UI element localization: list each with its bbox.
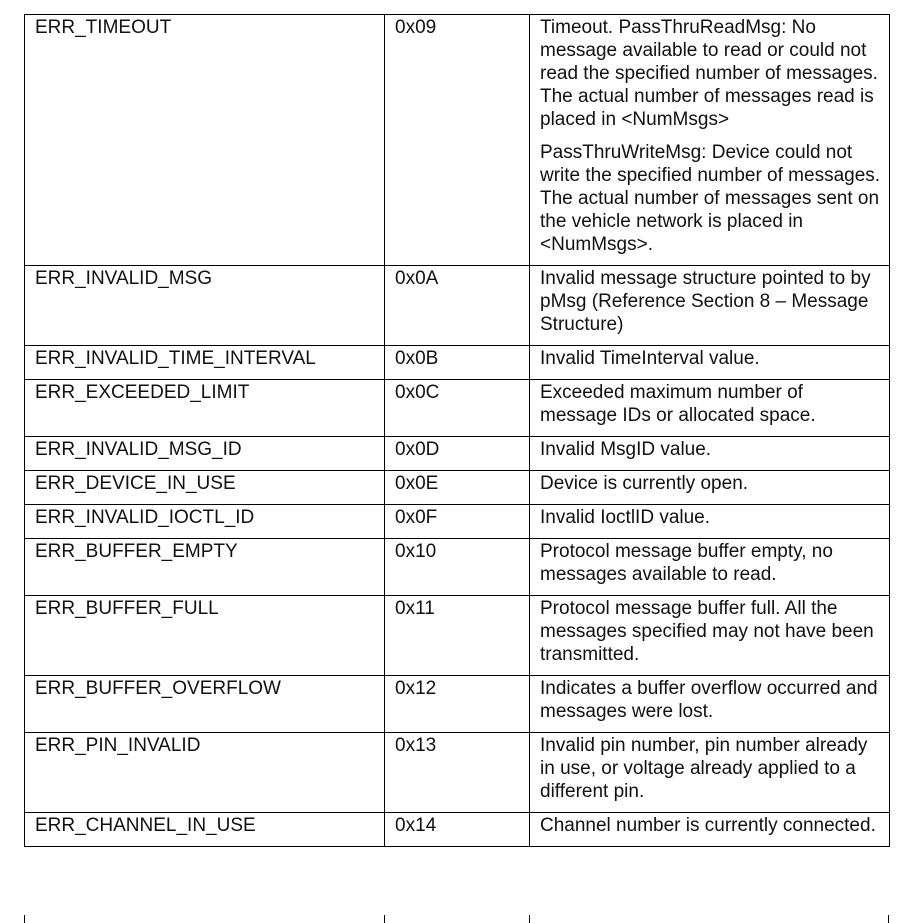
error-name-cell: ERR_BUFFER_FULL xyxy=(25,596,385,676)
table-row xyxy=(25,437,890,471)
table-row xyxy=(25,346,890,380)
description-paragraph: Channel number is currently connected. xyxy=(540,815,876,836)
table-row xyxy=(25,266,890,346)
description-paragraph: Invalid pin number, pin number already in use, or voltage already applied to a different pin. xyxy=(540,735,868,802)
description-paragraph: Protocol message buffer full. All the messages specified may not have been transmitted. xyxy=(540,598,874,665)
description-paragraph: Invalid IoctlID value. xyxy=(540,507,711,528)
description-paragraph: Invalid TimeInterval value. xyxy=(540,348,760,369)
error-description-cell xyxy=(530,380,890,437)
error-code-cell: 0x0D xyxy=(385,437,530,471)
error-description-cell xyxy=(530,733,890,813)
table-row xyxy=(25,15,890,266)
error-description-cell xyxy=(530,676,890,733)
error-description-cell xyxy=(530,539,890,596)
error-name-cell: ERR_INVALID_MSG_ID xyxy=(25,437,385,471)
error-description-cell xyxy=(530,471,890,505)
error-name-cell: ERR_BUFFER_OVERFLOW xyxy=(25,676,385,733)
description-paragraph: Exceeded maximum number of message IDs or allocated space. xyxy=(540,382,816,426)
error-code-cell: 0x12 xyxy=(385,676,530,733)
error-code-cell: 0x11 xyxy=(385,596,530,676)
error-name-cell: ERR_DEVICE_IN_USE xyxy=(25,471,385,505)
error-name-cell: ERR_INVALID_MSG xyxy=(25,266,385,346)
table-row xyxy=(25,380,890,437)
error-name-cell: ERR_EXCEEDED_LIMIT xyxy=(25,380,385,437)
error-description-cell xyxy=(530,596,890,676)
error-name-cell: ERR_BUFFER_EMPTY xyxy=(25,539,385,596)
error-code-cell: 0x0B xyxy=(385,346,530,380)
error-description-cell xyxy=(530,505,890,539)
description-paragraph: Invalid message structure pointed to by pMsg (Reference Section 8 – Message Structure) xyxy=(540,268,871,335)
table-row xyxy=(25,813,890,847)
error-name-cell: ERR_PIN_INVALID xyxy=(25,733,385,813)
table-row xyxy=(25,676,890,733)
table-row xyxy=(25,471,890,505)
error-name-cell: ERR_INVALID_TIME_INTERVAL xyxy=(25,346,385,380)
table-row xyxy=(25,733,890,813)
description-paragraph: Protocol message buffer empty, no messages available to read. xyxy=(540,541,833,585)
error-description-cell xyxy=(530,813,890,847)
error-description-cell xyxy=(530,437,890,471)
error-description-cell xyxy=(530,15,890,266)
error-name-cell: ERR_TIMEOUT xyxy=(25,15,385,266)
error-code-table-body xyxy=(25,15,890,847)
description-paragraph: Indicates a buffer overflow occurred and messages were lost. xyxy=(540,678,878,722)
table-row xyxy=(25,505,890,539)
description-paragraph: Invalid MsgID value. xyxy=(540,439,712,460)
error-code-table xyxy=(24,14,890,847)
table-row xyxy=(25,539,890,596)
error-code-cell: 0x10 xyxy=(385,539,530,596)
error-description-cell xyxy=(530,346,890,380)
error-code-cell: 0x14 xyxy=(385,813,530,847)
description-paragraph: Timeout. PassThruReadMsg: No message available to read or could not read the specified number of messages. The actual number of messages read is placed in <NumMsgs> xyxy=(540,17,878,130)
error-name-cell: ERR_CHANNEL_IN_USE xyxy=(25,813,385,847)
error-code-cell: 0x0C xyxy=(385,380,530,437)
description-paragraph: PassThruWriteMsg: Device could not write the specified number of messages. The actual number of messages sent on the vehicle network is placed in <NumMsgs>. xyxy=(540,142,881,255)
error-code-cell: 0x0A xyxy=(385,266,530,346)
table-row xyxy=(25,596,890,676)
error-code-cell: 0x0E xyxy=(385,471,530,505)
error-code-cell: 0x09 xyxy=(385,15,530,266)
error-code-cell: 0x0F xyxy=(385,505,530,539)
description-paragraph: Device is currently open. xyxy=(540,473,749,494)
error-code-cell: 0x13 xyxy=(385,733,530,813)
error-name-cell: ERR_INVALID_IOCTL_ID xyxy=(25,505,385,539)
error-description-cell xyxy=(530,266,890,346)
